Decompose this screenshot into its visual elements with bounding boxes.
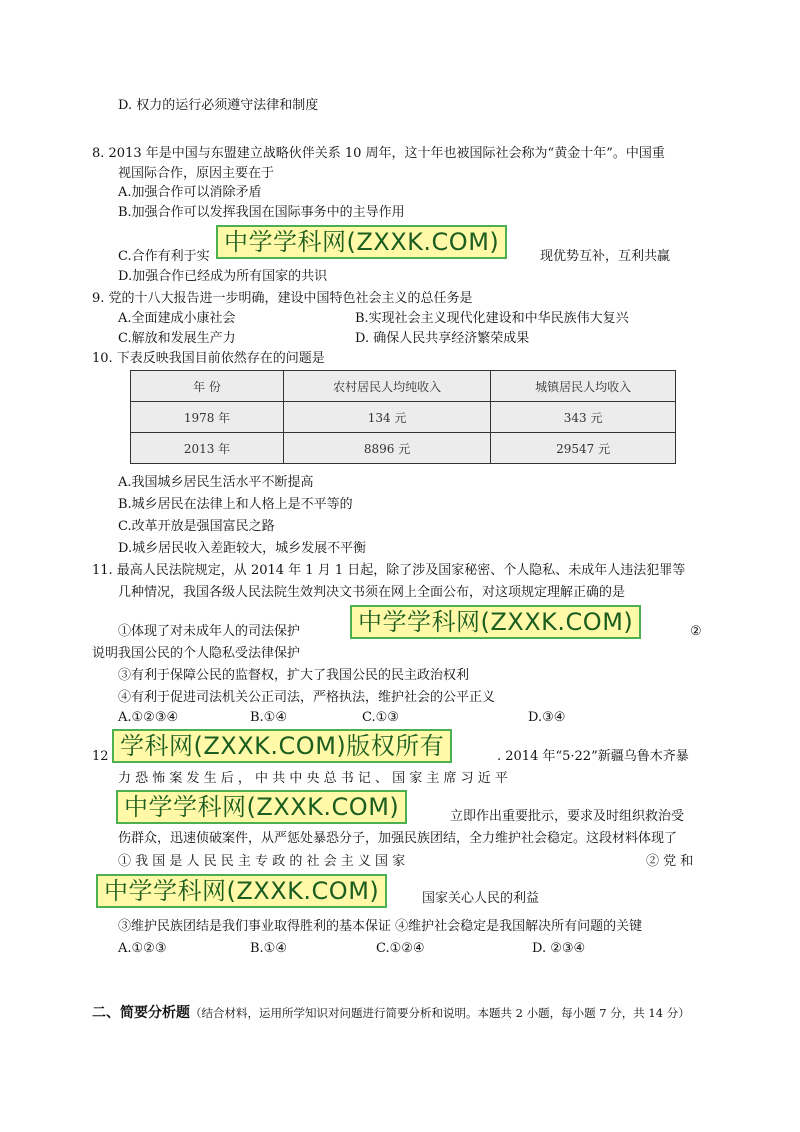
q11-stem-line1: 11. 最高人民法院规定，从 2014 年 1 月 1 日起，除了涉及国家秘密、个人隐私、未成年人违法犯罪等	[92, 563, 686, 578]
section-2-note: （结合材料，运用所学知识对问题进行简要分析和说明。本题共 2 小题，每小题 7 分，共 14 分）	[190, 1006, 690, 1020]
q8-stem-line1: 8. 2013 年是中国与东盟建立战略伙伴关系 10 周年，这十年也被国际社会称为“黄金十年”。中国重	[92, 146, 665, 161]
q11-stem-line2: 几种情况，我国各级人民法院生效判决文书须在网上全面公布，对这项规定理解正确的是	[118, 585, 626, 600]
q8-option-b: B.加强合作可以发挥我国在国际事务中的主导作用	[118, 205, 405, 220]
q10-option-a: A.我国城乡居民生活水平不断提高	[118, 475, 314, 490]
q12-statement-2-end: 国家关心人民的利益	[422, 891, 540, 906]
q12-line3: 立即作出重要批示，要求及时组织救治受	[450, 809, 685, 824]
q11-statement-2: 说明我国公民的个人隐私受法律保护	[92, 646, 301, 661]
table-cell: 8896 元	[284, 433, 491, 464]
q11-option-a: A.①②③④	[118, 710, 179, 725]
q12-line1: . 2014 年“5·22”新疆乌鲁木齐暴	[497, 749, 689, 764]
q9-option-a: A.全面建成小康社会	[118, 311, 236, 326]
q10-stem: 10. 下表反映我国目前依然存在的问题是	[92, 351, 325, 366]
q10-option-b: B.城乡居民在法律上和人格上是不平等的	[118, 497, 353, 512]
table-cell: 134 元	[284, 402, 491, 433]
q7-option-d: D. 权力的运行必须遵守法律和制度	[118, 98, 319, 113]
q12-option-d: D. ②③④	[532, 941, 586, 956]
q11-statement-4: ④有利于促进司法机关公正司法，严格执法，维护社会的公平正义	[118, 690, 496, 705]
q9-option-b: B.实现社会主义现代化建设和中华民族伟大复兴	[355, 311, 629, 326]
table-row	[131, 402, 676, 433]
table-header-row	[131, 371, 676, 402]
q12-statement-1: ① 我 国 是 人 民 民 主 专 政 的 社 会 主 义 国 家	[118, 854, 406, 869]
q12-option-b: B.①④	[250, 941, 287, 956]
q12-option-a: A.①②③	[118, 941, 167, 956]
q9-option-d: D. 确保人民共享经济繁荣成果	[355, 331, 530, 346]
table-header-cell: 年 份	[131, 371, 284, 402]
q8-option-d: D.加强合作已经成为所有国家的共识	[118, 269, 328, 284]
q12-line2: 力 恐 怖 案 发 生 后 ， 中 共 中 央 总 书 记 、 国 家 主 席 习 近 平	[118, 771, 508, 786]
q11-statement-1: ①体现了对未成年人的司法保护	[118, 624, 301, 639]
income-table	[130, 370, 676, 464]
q9-stem: 9. 党的十八大报告进一步明确，建设中国特色社会主义的总任务是	[92, 291, 473, 306]
watermark-banner: 中学学科网(ZXXK.COM)	[96, 874, 387, 908]
table-row	[131, 433, 676, 464]
watermark-banner: 中学学科网(ZXXK.COM)	[216, 225, 507, 259]
table-cell: 1978 年	[131, 402, 284, 433]
q8-option-c-right: 现优势互补，互利共赢	[540, 249, 671, 264]
section-2-heading	[92, 1004, 690, 1023]
q8-option-a: A.加强合作可以消除矛盾	[118, 185, 262, 200]
watermark-banner: 学科网(ZXXK.COM)版权所有	[112, 729, 452, 763]
table-cell: 29547 元	[491, 433, 676, 464]
table-header-cell: 农村居民人均纯收入	[284, 371, 491, 402]
q8-option-c-left: C.合作有利于实	[118, 249, 210, 264]
q9-option-c: C.解放和发展生产力	[118, 331, 236, 346]
section-2-title: 二、简要分析题	[92, 1005, 190, 1021]
watermark-banner: 中学学科网(ZXXK.COM)	[116, 790, 407, 824]
q11-option-b: B.①④	[250, 710, 287, 725]
q12-option-c: C.①②④	[376, 941, 425, 956]
q11-option-d: D.③④	[528, 710, 566, 725]
q12-number: 12	[92, 749, 109, 764]
q10-option-d: D.城乡居民收入差距较大，城乡发展不平衡	[118, 541, 367, 556]
q10-option-c: C.改革开放是强国富民之路	[118, 519, 275, 534]
q12-statements-3-4: ③维护民族团结是我们事业取得胜利的基本保证 ④维护社会稳定是我国解决所有问题的关键	[118, 919, 643, 934]
q8-stem-line2: 视国际合作，原因主要在于	[118, 166, 275, 181]
q11-statement-2-mark: ②	[690, 624, 702, 639]
q12-statement-2-start: ② 党 和	[646, 854, 694, 869]
table-cell: 343 元	[491, 402, 676, 433]
watermark-banner: 中学学科网(ZXXK.COM)	[350, 605, 641, 639]
q11-option-c: C.①③	[362, 710, 399, 725]
table-cell: 2013 年	[131, 433, 284, 464]
q12-line4: 伤群众，迅速侦破案件，从严惩处暴恐分子，加强民族团结，全力维护社会稳定。这段材料体现了	[118, 831, 678, 846]
table-header-cell: 城镇居民人均收入	[491, 371, 676, 402]
q11-statement-3: ③有利于保障公民的监督权，扩大了我国公民的民主政治权利	[118, 668, 470, 683]
